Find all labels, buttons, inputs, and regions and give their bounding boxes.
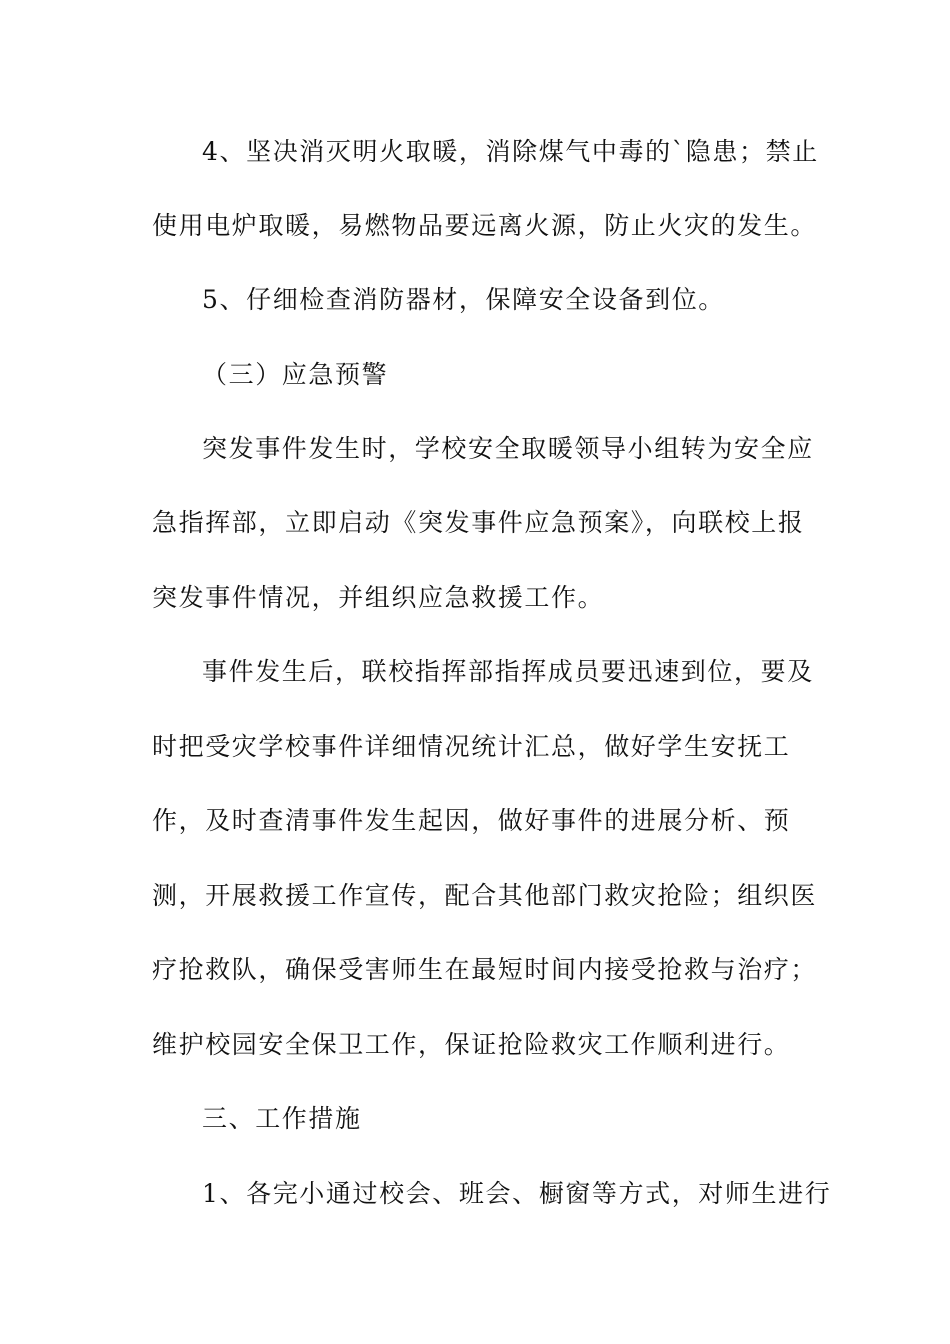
paragraph-line: 使用电炉取暖，易燃物品要远离火源，防止火灾的发生。 <box>152 211 818 240</box>
paragraph-line: 作，及时查清事件发生起因，做好事件的进展分析、预 <box>152 806 791 835</box>
paragraph-line: 维护校园安全保卫工作，保证抢险救灾工作顺利进行。 <box>152 1030 791 1059</box>
paragraph-line: 1、各完小通过校会、班会、橱窗等方式，对师生进行 <box>202 1179 832 1208</box>
paragraph-line: 5、仔细检查消防器材，保障安全设备到位。 <box>202 285 725 314</box>
paragraph-line: 急指挥部，立即启动《突发事件应急预案》，向联校上报 <box>152 508 805 537</box>
paragraph-line: 4、坚决消灭明火取暖，消除煤气中毒的`隐患；禁止 <box>202 137 819 166</box>
paragraph-line: 疗抢救队，确保受害师生在最短时间内接受抢救与治疗； <box>152 955 818 984</box>
section-heading: （三）应急预警 <box>202 360 389 389</box>
paragraph-line: 时把受灾学校事件详细情况统计汇总，做好学生安抚工 <box>152 732 791 761</box>
paragraph-line: 突发事件情况，并组织应急救援工作。 <box>152 583 605 612</box>
section-heading: 三、工作措施 <box>202 1104 362 1133</box>
paragraph-line: 突发事件发生时，学校安全取暖领导小组转为安全应 <box>202 434 814 463</box>
paragraph-line: 事件发生后，联校指挥部指挥成员要迅速到位，要及 <box>202 657 814 686</box>
paragraph-line: 测，开展救援工作宣传，配合其他部门救灾抢险；组织医 <box>152 881 818 910</box>
